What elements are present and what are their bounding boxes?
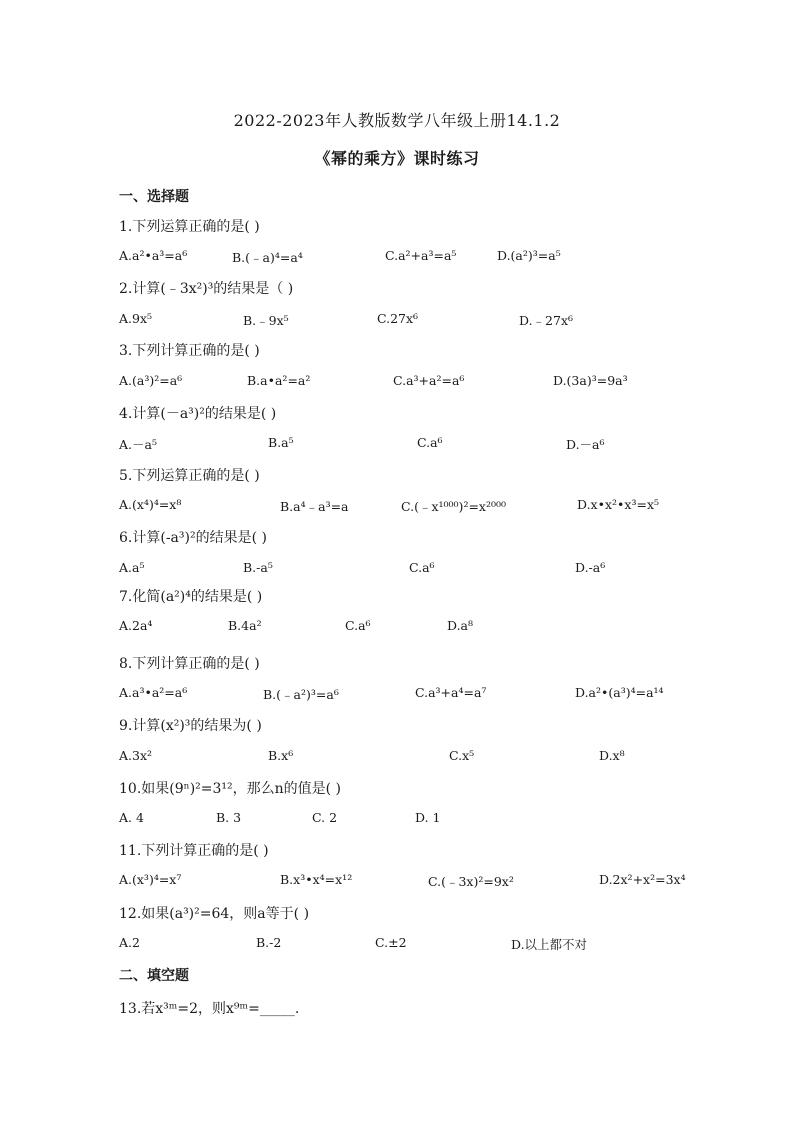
page-subtitle: 《幂的乘方》课时练习 <box>314 149 480 168</box>
option-b: B.-2 <box>256 935 282 950</box>
options-row <box>0 373 794 393</box>
option-c: C.a⁶ <box>417 435 443 450</box>
question-stem: 8.下列计算正确的是( ) <box>119 656 260 672</box>
option-b: B.-a⁵ <box>243 560 273 575</box>
question-stem: 11.下列计算正确的是( ) <box>119 843 269 859</box>
option-a: A.2a⁴ <box>119 618 153 633</box>
option-c: C.(﹣3x)²=9x² <box>428 874 514 889</box>
options-row <box>0 872 794 892</box>
question-stem: 12.如果(a³)²=64，则a等于( ) <box>119 906 310 922</box>
option-a: A.3x² <box>119 748 153 763</box>
options-row <box>0 935 794 955</box>
option-d: D.-a⁶ <box>575 560 606 575</box>
option-d: D.－a⁶ <box>566 437 605 452</box>
option-b: B.a⁴﹣a³=a <box>280 499 349 514</box>
question-stem: 5.下列运算正确的是( ) <box>119 468 260 484</box>
section-heading-fill: 二、填空题 <box>119 968 189 984</box>
question-stem: 10.如果(9ⁿ)²=3¹²，那么n的值是( ) <box>119 781 342 797</box>
option-d: D.﹣27x⁶ <box>519 313 574 328</box>
option-c: C.27x⁶ <box>377 311 419 326</box>
option-c: C.a⁶ <box>409 560 435 575</box>
option-a: A.a³•a²=a⁶ <box>119 685 188 700</box>
options-row <box>0 560 794 580</box>
option-a: A.a⁵ <box>119 560 145 575</box>
option-b: B.a⁵ <box>268 435 294 450</box>
option-d: D.x⁸ <box>599 748 625 763</box>
option-c: C.a²+a³=a⁵ <box>385 248 457 263</box>
question-stem: 3.下列计算正确的是( ) <box>119 343 260 359</box>
question-stem: 2.计算(﹣3x²)³的结果是（ ) <box>119 281 294 297</box>
option-d: D.a²•(a³)⁴=a¹⁴ <box>575 685 664 700</box>
question-stem: 6.计算(-a³)²的结果是( ) <box>119 530 267 546</box>
option-c: C.(﹣x¹⁰⁰⁰)²=x²⁰⁰⁰ <box>401 499 507 514</box>
option-d: D.(3a)³=9a³ <box>553 373 628 388</box>
option-d: D.a⁸ <box>447 618 474 633</box>
option-d: D.x•x²•x³=x⁵ <box>577 497 660 512</box>
option-a: A.(x³)⁴=x⁷ <box>119 872 182 887</box>
option-a: A.－a⁵ <box>119 437 157 452</box>
option-a: A. 4 <box>119 810 144 825</box>
option-d: D. 1 <box>415 810 441 825</box>
option-d: D.(a²)³=a⁵ <box>497 248 561 263</box>
option-b: B.x⁶ <box>268 748 294 763</box>
options-row <box>0 748 794 768</box>
question-stem: 7.化简(a²)⁴的结果是( ) <box>119 589 263 605</box>
question-stem: 1.下列运算正确的是( ) <box>119 219 260 235</box>
options-row <box>0 311 794 331</box>
question-stem: 9.计算(x²)³的结果为( ) <box>119 718 262 734</box>
question-stem: 4.计算(－a³)²的结果是( ) <box>119 406 277 422</box>
option-d: D.2x²+x²=3x⁴ <box>599 872 686 887</box>
option-a: A.2 <box>119 935 140 950</box>
option-b: B.(﹣a²)³=a⁶ <box>263 687 339 702</box>
options-row <box>0 435 794 455</box>
option-c: C.a⁶ <box>345 618 371 633</box>
option-c: C.a³+a²=a⁶ <box>393 373 465 388</box>
option-b: B.﹣9x⁵ <box>243 313 289 328</box>
option-d: D.以上都不对 <box>511 937 588 952</box>
option-a: A.a²•a³=a⁶ <box>119 248 188 263</box>
option-c: C.±2 <box>375 935 407 950</box>
option-b: B.a•a²=a² <box>247 373 311 388</box>
options-row <box>0 248 794 268</box>
options-row <box>0 685 794 705</box>
option-a: A.(a³)²=a⁶ <box>119 373 183 388</box>
option-a: A.9x⁵ <box>119 311 153 326</box>
option-b: B.x³•x⁴=x¹² <box>280 872 353 887</box>
section-heading-choice: 一、选择题 <box>119 189 189 205</box>
page-title: 2022-2023年人教版数学八年级上册14.1.2 <box>233 111 561 130</box>
option-c: C.x⁵ <box>449 748 475 763</box>
options-row <box>0 810 794 830</box>
options-row <box>0 618 794 638</box>
option-a: A.(x⁴)⁴=x⁸ <box>119 497 182 512</box>
option-b: B. 3 <box>216 810 242 825</box>
question-stem: 13.若x³ᵐ=2，则x⁹ᵐ=_____. <box>119 1001 300 1017</box>
option-b: B.4a² <box>228 618 262 633</box>
option-c: C.a³+a⁴=a⁷ <box>415 685 487 700</box>
option-c: C. 2 <box>312 810 338 825</box>
options-row <box>0 497 794 517</box>
option-b: B.(﹣a)⁴=a⁴ <box>232 250 303 265</box>
